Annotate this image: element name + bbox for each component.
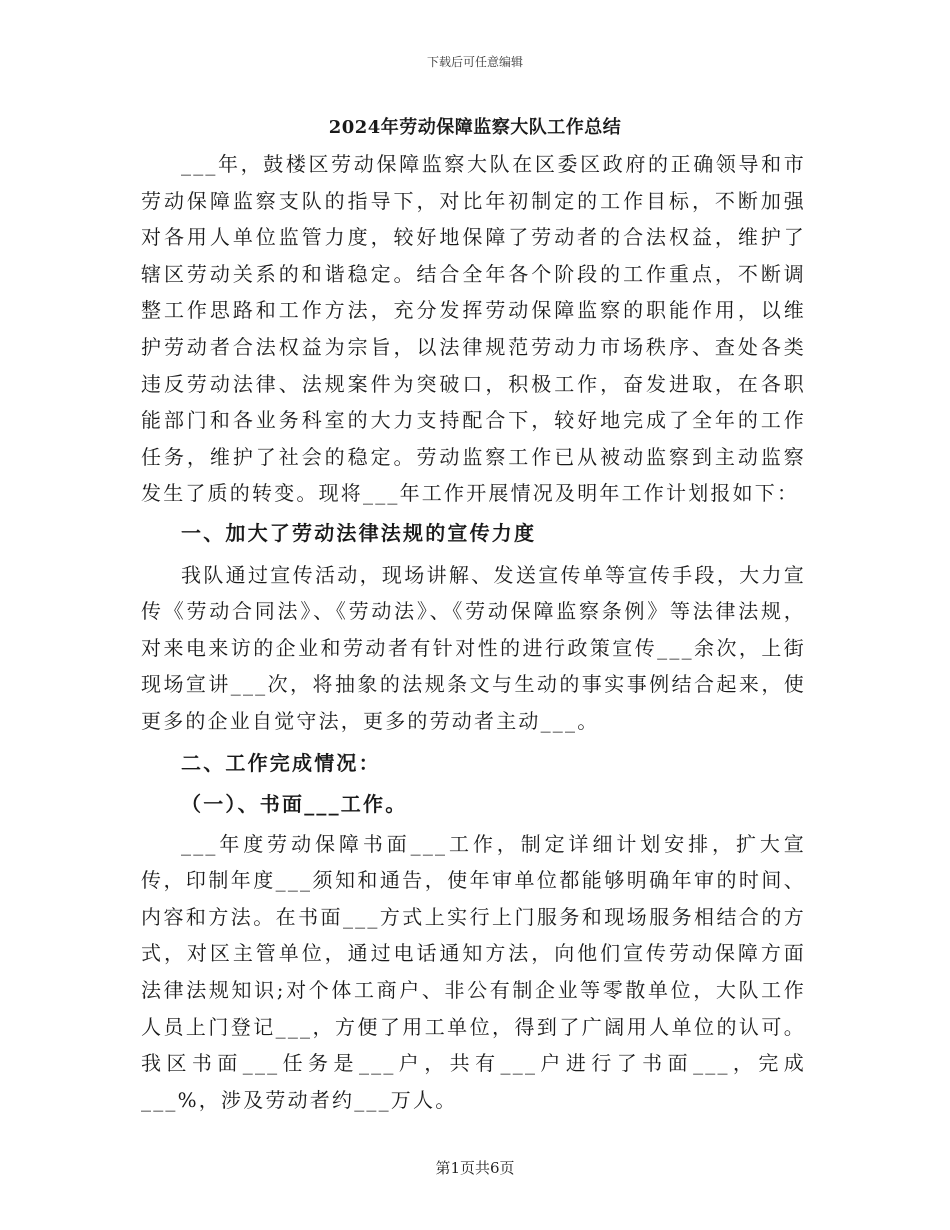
subsection1-paragraph: ___年度劳动保障书面___工作，制定详细计划安排，扩大宣传，印制年度___须知和通告，使年审单位都能够明确年审的时间、内容和方法。在书面___方式上实行上门服务和现场服务相结合的方式，对区主管单位，通过电话通知方法，向他们宣传劳动保障方面法律法规知识;对个体工商户、非公有制企业等零散单位，大队工作人员上门登记___，方便了用工单位，得到了广阔用人单位的认可。我区书面___任务是___户，共有___户进行了书面___，完成___%，涉及劳动者约___万人。: [141, 831, 806, 1112]
header-note: 下载后可任意编辑: [426, 55, 523, 69]
intro-paragraph: ___年，鼓楼区劳动保障监察大队在区委区政府的正确领导和市劳动保障监察支队的指导下，对比年初制定的工作目标，不断加强对各用人单位监管力度，较好地保障了劳动者的合法权益，维护了辖区劳动关系的和谐稳定。结合全年各个阶段的工作重点，不断调整工作思路和工作方法，充分发挥劳动保障监察的职能作用，以维护劳动者合法权益为宗旨，以法律规范劳动力市场秩序、查处各类违反劳动法律、法规案件为突破口，积极工作，奋发进取，在各职能部门和各业务科室的大力支持配合下，较好地完成了全年的工作任务，维护了社会的稳定。劳动监察工作已从被动监察到主动监察发生了质的转变。现将___年工作开展情况及明年工作计划报如下：: [141, 152, 806, 506]
document-title: 2024年劳动保障监察大队工作总结: [328, 117, 622, 138]
subsection1-heading: （一）、书面___工作。: [181, 792, 408, 817]
section1-heading: 一、加大了劳动法律法规的宣传力度: [181, 520, 537, 545]
section2-heading: 二、工作完成情况：: [181, 750, 381, 775]
section1-paragraph: 我队通过宣传活动，现场讲解、发送宣传单等宣传手段，大力宣传《劳动合同法》、《劳动法》、《劳动保障监察条例》等法律法规，对来电来访的企业和劳动者有针对性的进行政策宣传___余次，上街现场宣讲___次，将抽象的法规条文与生动的事实事例结合起来，使更多的企业自觉守法，更多的劳动者主动___。: [141, 562, 806, 733]
document-body: [141, 146, 806, 1118]
page-number: 第1页共6页: [435, 1159, 515, 1177]
